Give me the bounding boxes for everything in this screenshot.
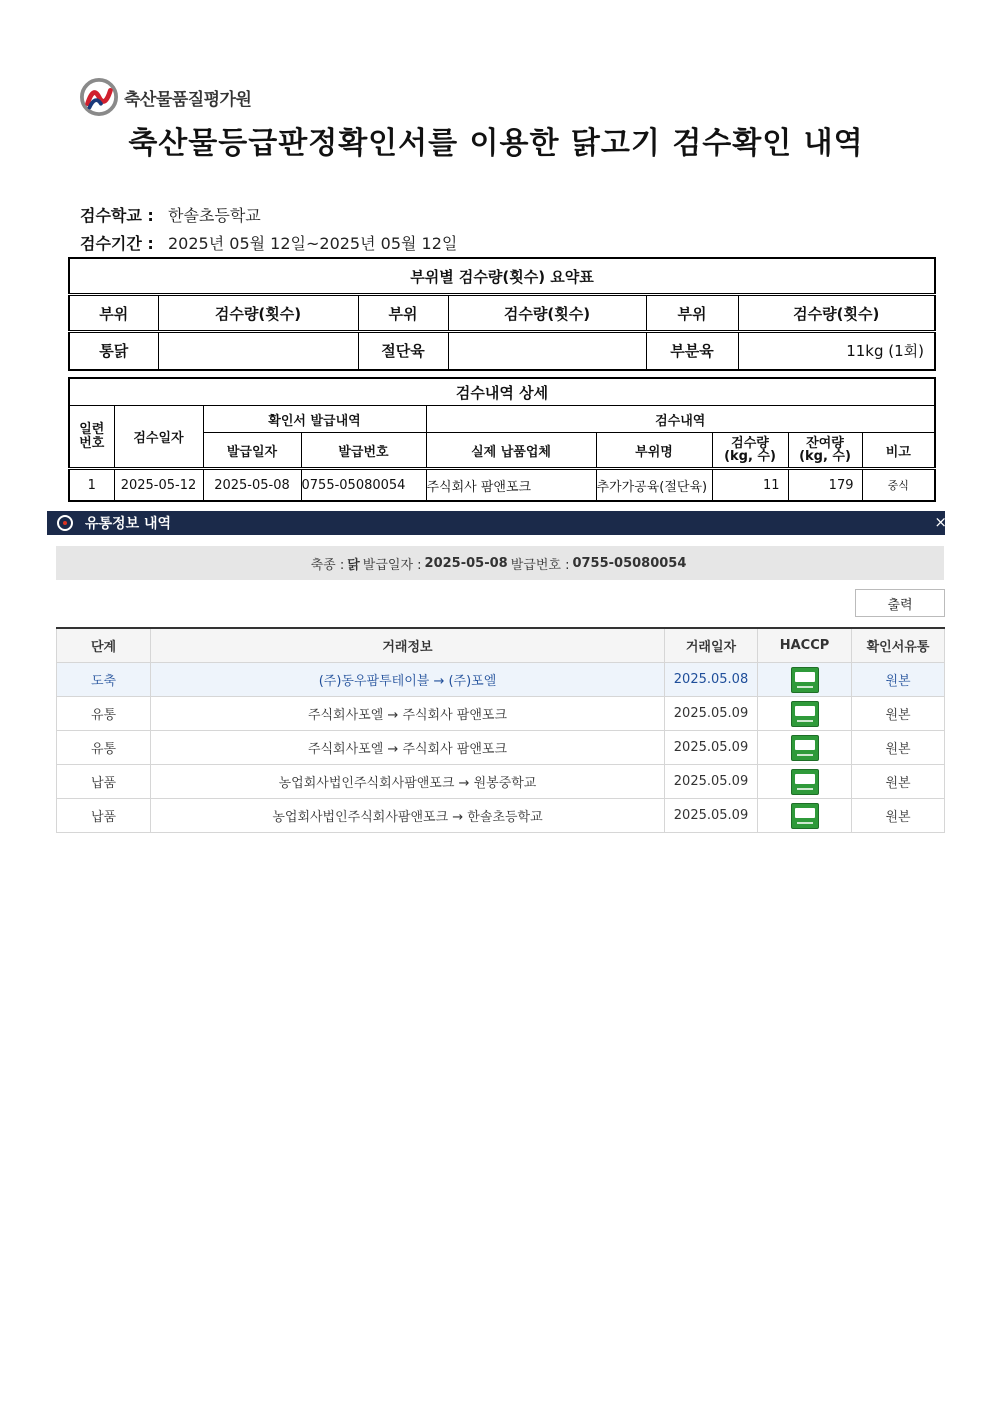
dist-haccp	[758, 697, 852, 731]
table-row[interactable]	[57, 765, 945, 799]
distribution-panel-header	[47, 511, 945, 535]
dist-haccp	[758, 765, 852, 799]
summary-header-part: 부위	[69, 295, 158, 332]
detail-header-part: 부위명	[596, 433, 712, 469]
detail-header-insp: 검수내역	[426, 406, 935, 433]
summary-qty-portion: 11kg (1회)	[738, 332, 935, 370]
detail-header-vendor: 실제 납품업체	[426, 433, 596, 469]
dist-stage: 유통	[57, 731, 151, 765]
info-date-label: 발급일자 :	[362, 557, 422, 573]
summary-title: 부위별 검수량(횟수) 요약표	[69, 258, 935, 295]
info-date: 2025-05-08	[424, 555, 508, 571]
dist-date: 2025.05.09	[665, 765, 758, 799]
table-row[interactable]	[57, 697, 945, 731]
detail-header-issue-no: 발급번호	[301, 433, 426, 469]
haccp-icon	[791, 803, 819, 829]
dist-header-trade: 거래정보	[151, 628, 665, 663]
close-icon[interactable]: ×	[934, 513, 947, 531]
dist-trade: (주)동우팜투테이블 → (주)포엘	[151, 663, 665, 697]
detail-title: 검수내역 상세	[69, 378, 935, 406]
dist-stage: 납품	[57, 799, 151, 833]
dist-stage: 도축	[57, 663, 151, 697]
dist-trade: 농업회사법인주식회사팜앤포크 → 원봉중학교	[151, 765, 665, 799]
page-title: 축산물등급판정확인서를 이용한 닭고기 검수확인 내역	[128, 126, 864, 161]
distribution-panel-title: 유통정보 내역	[85, 516, 172, 532]
org-logo	[80, 78, 280, 116]
dist-stage: 납품	[57, 765, 151, 799]
summary-part-cut: 절단육	[358, 332, 448, 370]
detail-header-note: 비고	[862, 433, 935, 469]
distribution-info-bar	[56, 546, 944, 580]
table-row[interactable]	[57, 731, 945, 765]
dist-haccp	[758, 731, 852, 765]
distribution-table	[56, 627, 945, 833]
org-logo-icon	[80, 78, 118, 116]
detail-vendor: 주식회사 팜앤포크	[426, 469, 596, 502]
detail-header-rem: 잔여량 (kg, 수)	[788, 433, 862, 469]
detail-issue-no: 0755-05080054	[301, 469, 426, 502]
dist-haccp	[758, 799, 852, 833]
haccp-icon	[791, 769, 819, 795]
summary-table	[68, 257, 936, 371]
detail-seq: 1	[69, 469, 114, 502]
dist-cert: 원본	[852, 765, 945, 799]
dist-header-date: 거래일자	[665, 628, 758, 663]
detail-date: 2025-05-12	[114, 469, 203, 502]
print-button[interactable]: 출력	[855, 589, 945, 617]
detail-header-cert: 확인서 발급내역	[203, 406, 426, 433]
detail-header-issue-date: 발급일자	[203, 433, 301, 469]
table-row[interactable]	[57, 799, 945, 833]
meta-school-row	[80, 203, 261, 226]
dist-header-cert: 확인서유통	[852, 628, 945, 663]
detail-issue-date: 2025-05-08	[203, 469, 301, 502]
dist-trade: 농업회사법인주식회사팜앤포크 → 한솔초등학교	[151, 799, 665, 833]
dist-haccp	[758, 663, 852, 697]
detail-note: 중식	[862, 469, 935, 502]
school-label: 검수학교 :	[80, 206, 154, 225]
period-label: 검수기간 :	[80, 234, 154, 253]
summary-header-qty: 검수량(횟수)	[448, 295, 646, 332]
summary-header-part: 부위	[646, 295, 738, 332]
summary-part-whole: 통닭	[69, 332, 158, 370]
school-value: 한솔초등학교	[168, 206, 261, 225]
detail-part: 추가가공육(절단육)	[596, 469, 712, 502]
info-species: 닭	[347, 557, 360, 573]
dist-trade: 주식회사포엘 → 주식회사 팜앤포크	[151, 731, 665, 765]
dist-header-stage: 단계	[57, 628, 151, 663]
detail-qty: 11	[712, 469, 788, 502]
dist-cert: 원본	[852, 663, 945, 697]
dist-date: 2025.05.09	[665, 731, 758, 765]
info-no-label: 발급번호 :	[510, 557, 570, 573]
org-name: 축산물품질평가원	[124, 89, 252, 110]
table-row	[69, 469, 935, 502]
summary-header-qty: 검수량(횟수)	[738, 295, 935, 332]
meta-period-row	[80, 231, 457, 254]
summary-header-qty: 검수량(횟수)	[158, 295, 358, 332]
dist-stage: 유통	[57, 697, 151, 731]
info-no: 0755-05080054	[572, 555, 687, 571]
info-species-label: 축종 :	[310, 557, 345, 573]
haccp-icon	[791, 667, 819, 693]
table-row[interactable]	[57, 663, 945, 697]
detail-header-qty: 검수량 (kg, 수)	[712, 433, 788, 469]
dist-cert: 원본	[852, 731, 945, 765]
detail-table	[68, 377, 936, 502]
haccp-icon	[791, 735, 819, 761]
summary-part-portion: 부분육	[646, 332, 738, 370]
dist-trade: 주식회사포엘 → 주식회사 팜앤포크	[151, 697, 665, 731]
dist-date: 2025.05.09	[665, 799, 758, 833]
dist-date: 2025.05.09	[665, 697, 758, 731]
summary-qty-cut	[448, 332, 646, 370]
dist-header-haccp: HACCP	[758, 628, 852, 663]
haccp-icon	[791, 701, 819, 727]
detail-rem: 179	[788, 469, 862, 502]
summary-header-part: 부위	[358, 295, 448, 332]
period-value: 2025년 05월 12일~2025년 05월 12일	[168, 234, 458, 253]
detail-header-date: 검수일자	[114, 406, 203, 469]
panel-logo-icon	[57, 515, 73, 531]
dist-date: 2025.05.08	[665, 663, 758, 697]
detail-header-seq: 일련 번호	[69, 406, 114, 469]
dist-cert: 원본	[852, 799, 945, 833]
dist-cert: 원본	[852, 697, 945, 731]
summary-qty-whole	[158, 332, 358, 370]
